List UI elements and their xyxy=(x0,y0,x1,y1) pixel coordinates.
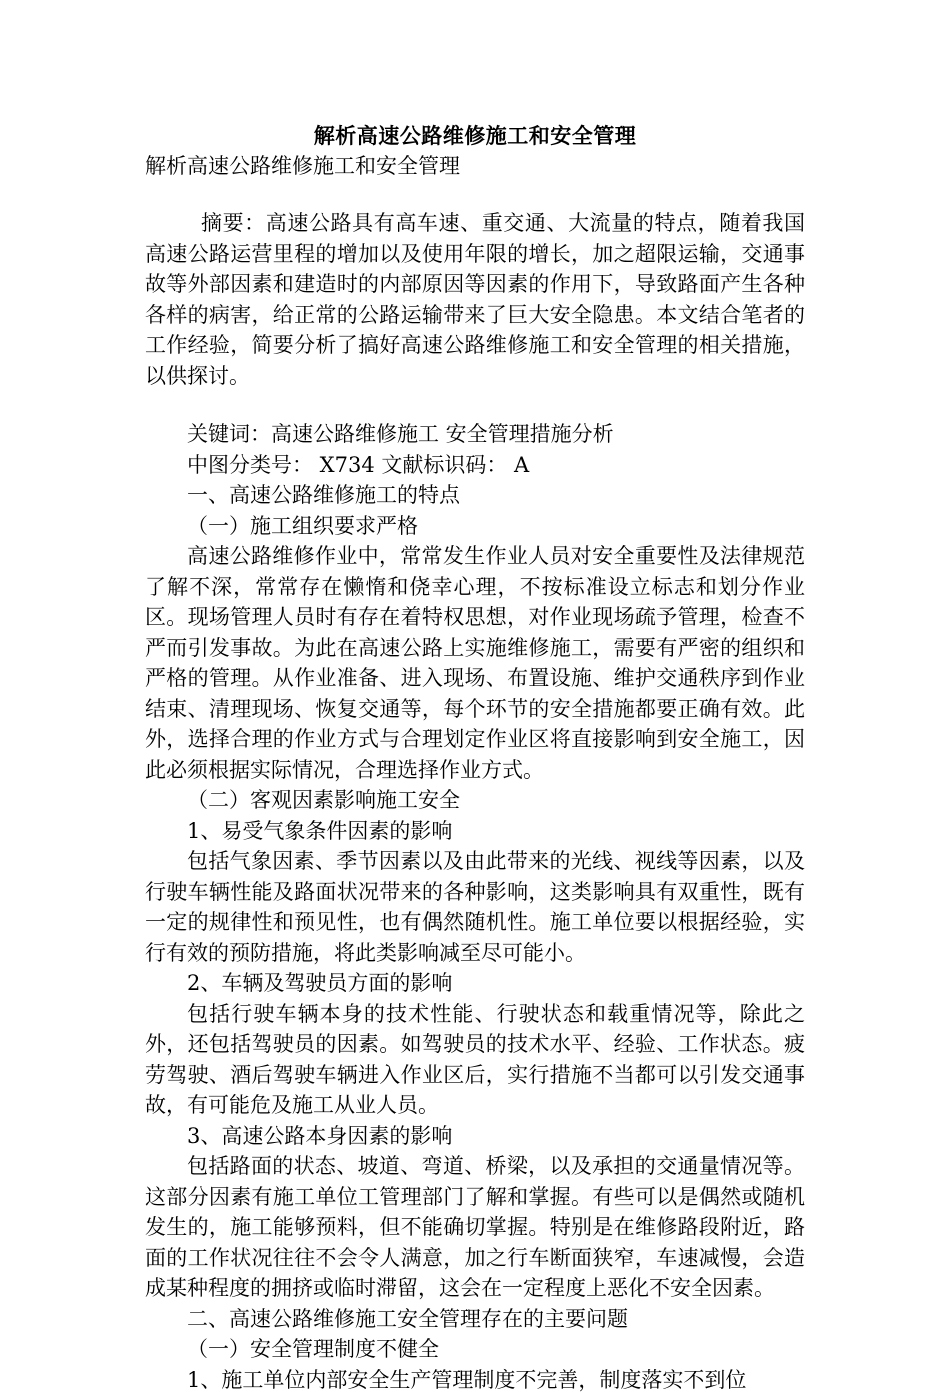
item-heading-2-1-1: 1、施工单位内部安全生产管理制度不完善，制度落实不到位 xyxy=(145,1365,805,1395)
keywords-line: 关键词：高速公路维修施工 安全管理措施分析 xyxy=(145,419,805,450)
classification-line: 中图分类号： X734 文献标识码： A xyxy=(145,450,805,481)
document-page xyxy=(145,120,805,1395)
item-body-2: 包括行驶车辆本身的技术性能、行驶状态和载重情况等，除此之外，还包括驾驶员的因素。如驾驶员的技术水平、经验、工作状态。疲劳驾驶、酒后驾驶车辆进入作业区后，实行措施不当都可以引发交通事故，有可能危及施工从业人员。 xyxy=(145,999,805,1121)
item-body-3: 包括路面的状态、坡道、弯道、桥梁，以及承担的交通量情况等。这部分因素有施工单位工管理部门了解和掌握。有些可以是偶然或随机发生的，施工能够预料，但不能确切掌握。特别是在维修路段附近，路面的工作状况往往不会令人满意，加之行车断面狭窄，车速减慢，会造成某种程度的拥挤或临时滞留，这会在一定程度上恶化不安全因素。 xyxy=(145,1151,805,1304)
blank-line xyxy=(145,391,805,419)
body-paragraph-1-1: 高速公路维修作业中，常常发生作业人员对安全重要性及法律规范了解不深，常常存在懒惰和侥幸心理，不按标准设立标志和划分作业区。现场管理人员时有存在着特权思想，对作业现场疏予管理，检查不严而引发事故。为此在高速公路上实施维修施工，需要有严密的组织和严格的管理。从作业准备、进入现场、布置设施、维护交通秩序到作业结束、清理现场、恢复交通等，每个环节的安全措施都要正确有效。此外，选择合理的作业方式与合理划定作业区将直接影响到安全施工，因此必须根据实际情况，合理选择作业方式。 xyxy=(145,541,805,785)
item-body-1: 包括气象因素、季节因素以及由此带来的光线、视线等因素，以及行驶车辆性能及路面状况带来的各种影响，这类影响具有双重性，既有一定的规律性和预见性，也有偶然随机性。施工单位要以根据经验，实行有效的预防措施，将此类影响减至尽可能小。 xyxy=(145,846,805,968)
document-title: 解析高速公路维修施工和安全管理 xyxy=(145,120,805,152)
subsection-heading-1-2: （二）客观因素影响施工安全 xyxy=(145,785,805,816)
subsection-heading-1-1: （一）施工组织要求严格 xyxy=(145,511,805,542)
item-heading-1: 1、易受气象条件因素的影响 xyxy=(145,816,805,847)
blank-line xyxy=(145,180,805,208)
item-heading-3: 3、高速公路本身因素的影响 xyxy=(145,1121,805,1152)
abstract-paragraph: 摘要：高速公路具有高车速、重交通、大流量的特点，随着我国高速公路运营里程的增加以及使用年限的增长，加之超限运输，交通事故等外部因素和建造时的内部原因等因素的作用下，导致路面产生各种各样的病害，给正常的公路运输带来了巨大安全隐患。本文结合笔者的工作经验，简要分析了搞好高速公路维修施工和安全管理的相关措施，以供探讨。 xyxy=(145,208,805,391)
section-heading-1: 一、高速公路维修施工的特点 xyxy=(145,480,805,511)
document-subtitle: 解析高速公路维修施工和安全管理 xyxy=(145,152,805,180)
item-heading-2: 2、车辆及驾驶员方面的影响 xyxy=(145,968,805,999)
section-heading-2: 二、高速公路维修施工安全管理存在的主要问题 xyxy=(145,1304,805,1335)
subsection-heading-2-1: （一）安全管理制度不健全 xyxy=(145,1334,805,1365)
